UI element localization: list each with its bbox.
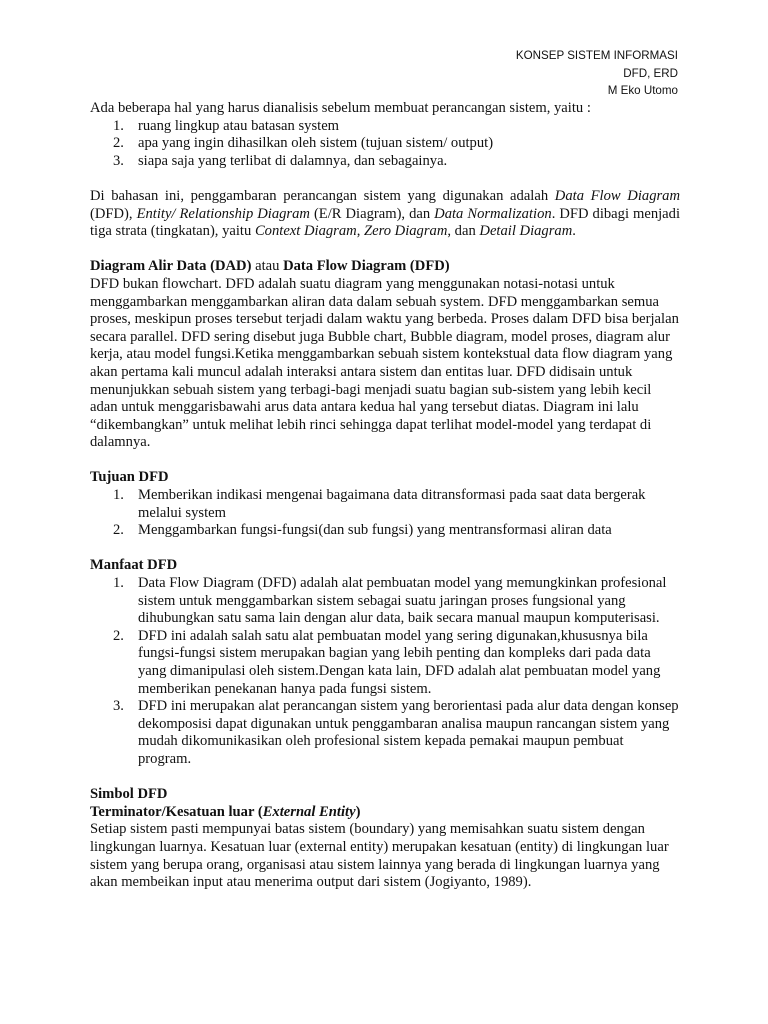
intro-text: Ada beberapa hal yang harus dianalisis sebelum membuat perancangan sistem, yaitu :: [90, 100, 591, 116]
page-header: [516, 47, 678, 100]
list-item: 3. siapa saja yang terlibat di dalamnya, dan sebagainya.: [113, 152, 448, 169]
simbol-body: Setiap sistem pasti mempunyai batas sistem (boundary) yang memisahkan suatu sistem dengan lingkungan luarnya. Kesatuan luar (external entity) merupakan kesatuan (entity) di lingkungan luar sistem yang berupa orang, organisasi atau sistem lainnya yang berada di lingkungan luarnya yang akan membeikan input atau menerima output dari sistem (Jogiyanto, 1989).: [90, 821, 669, 891]
manfaat-heading: Manfaat DFD: [90, 557, 178, 574]
tujuan-heading: Tujuan DFD: [90, 469, 169, 486]
header-author: M Eko Utomo: [607, 84, 678, 98]
list-item: 1. Memberikan indikasi mengenai bagaimana data ditransformasi pada saat data bergerak melalui system: [113, 487, 646, 521]
header-topic: DFD, ERD: [623, 66, 678, 80]
tujuan-list: [90, 487, 680, 540]
list-item: 1. Data Flow Diagram (DFD) adalah alat pembuatan model yang memungkinkan profesional sistem untuk menggambarkan sistem sebagai suatu jaringan proses fungsional yang dihubungkan satu sama lain dengan alur data, baik secara manual maupun komputerisasi.: [113, 575, 667, 627]
list-item: 2. DFD ini adalah salah satu alat pembuatan model yang sering digunakan,khususnya bila fungsi-fungsi sistem merupakan bagian yang lebih penting dan kompleks dari pada data yang dimanipulasi oleh sistem.Dengan kata lain, DFD adalah alat pembuatan model yang memberikan penekanan hanya pada fungsi sistem.: [113, 627, 661, 697]
dad-body: DFD bukan flowchart. DFD adalah suatu diagram yang menggunakan notasi-notasi untuk menggambarkan menggambarkan aliran data dalam sebuah system. DFD menggambarkan semua proses, meskipun proses tersebut terjadi dalam waktu yang berbeda. Proses dalam DFD bisa berjalan secara parallel. DFD sering disebut juga Bubble chart, Bubble diagram, model proses, diagram alur kerja, atau model fungsi.Ketika menggambarkan sebuah sistem kontekstual data flow diagram yang akan pertama kali muncul adalah interaksi antara sistem dan entitas luar. DFD didisain untuk menunjukkan sebuah sistem yang terbagi-bagi menjadi suatu bagian sub-sistem yang lebih kecil adan untuk menggarisbawahi arus data antara kedua hal yang tersebut diatas. Diagram ini lalu “dikembangkan” untuk melihat lebih rinci sehingga dapat terlihat model-model yang terdapat di dalamnya.: [90, 275, 679, 451]
manfaat-list: [90, 575, 680, 769]
simbol-subheading: Terminator/Kesatuan luar (External Entity): [90, 803, 361, 820]
document-body: [90, 100, 680, 892]
list-item: 1. ruang lingkup atau batasan system: [113, 117, 340, 134]
dad-heading: Diagram Alir Data (DAD) atau Data Flow Diagram (DFD): [90, 258, 450, 275]
intro-list: [90, 118, 680, 171]
list-item: 2. Menggambarkan fungsi-fungsi(dan sub fungsi) yang mentransformasi aliran data: [113, 522, 612, 539]
simbol-heading: Simbol DFD: [90, 786, 168, 803]
header-course: KONSEP SISTEM INFORMASI: [515, 49, 678, 62]
list-item: 3. DFD ini merupakan alat perancangan sistem yang berorientasi pada alur data dengan konsep dekomposisi dapat digunakan untuk penggambaran analisa maupun rancangan sistem yang mudah dikomunikasikan oleh profesional sistem kepada pemakai maupun pembuat program.: [113, 698, 679, 767]
overview-paragraph: Di bahasan ini, penggambaran perancangan sistem yang digunakan adalah Data Flow Diagram (DFD), Entity/ Relationship Diagram (E/R Diagram), dan Data Normalization. DFD dibagi menjadi tiga strata (tingkatan), yaitu Context Diagram, Zero Diagram, dan Detail Diagram.: [90, 187, 681, 240]
list-item: 2. apa yang ingin dihasilkan oleh sistem (tujuan sistem/ output): [113, 135, 494, 152]
